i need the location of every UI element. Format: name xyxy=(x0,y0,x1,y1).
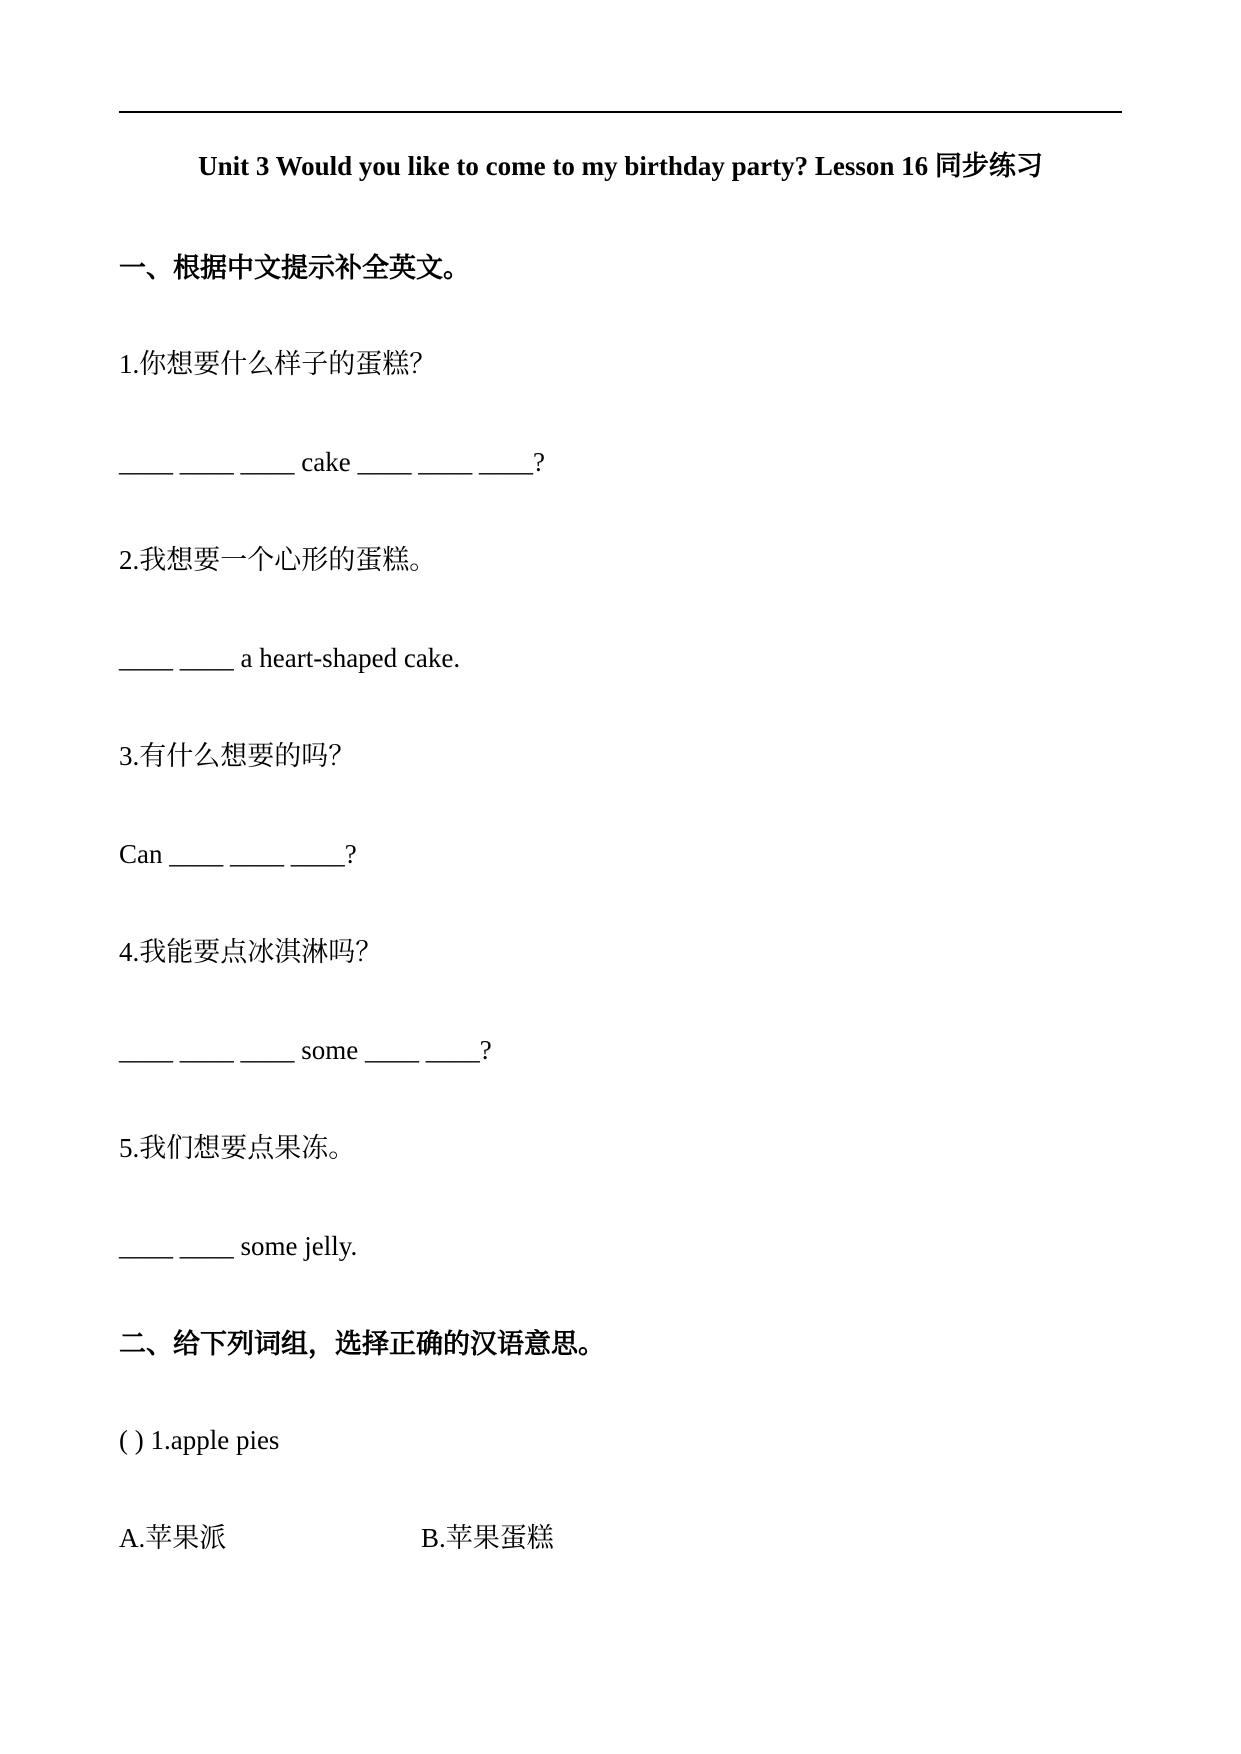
page-title: Unit 3 Would you like to come to my birthday party? Lesson 16 同步练习 xyxy=(198,151,1043,181)
page-top-rule xyxy=(119,111,1122,113)
section1-heading: 一、根据中文提示补全英文。 xyxy=(119,253,470,283)
question-1-prompt: 1.你想要什么样子的蛋糕？ xyxy=(119,349,437,379)
choice-question-1-option-b: B.苹果蛋糕 xyxy=(421,1523,554,1553)
question-2-answer: ____ ____ a heart-shaped cake. xyxy=(119,643,461,673)
question-4-answer: ____ ____ ____ some ____ ____? xyxy=(119,1035,492,1065)
question-3-prompt: 3.有什么想要的吗？ xyxy=(119,741,356,771)
question-1-answer: ____ ____ ____ cake ____ ____ ____? xyxy=(119,447,545,477)
question-4-prompt: 4.我能要点冰淇淋吗？ xyxy=(119,937,383,967)
choice-question-1-option-a: A.苹果派 xyxy=(119,1523,227,1553)
choice-question-1-stem: ( ) 1.apple pies xyxy=(119,1425,280,1455)
question-2-prompt: 2.我想要一个心形的蛋糕。 xyxy=(119,545,437,575)
question-3-answer: Can ____ ____ ____? xyxy=(119,839,357,869)
section2-heading: 二、给下列词组，选择正确的汉语意思。 xyxy=(119,1329,605,1359)
question-5-answer: ____ ____ some jelly. xyxy=(119,1231,358,1261)
question-5-prompt: 5.我们想要点果冻。 xyxy=(119,1133,356,1163)
